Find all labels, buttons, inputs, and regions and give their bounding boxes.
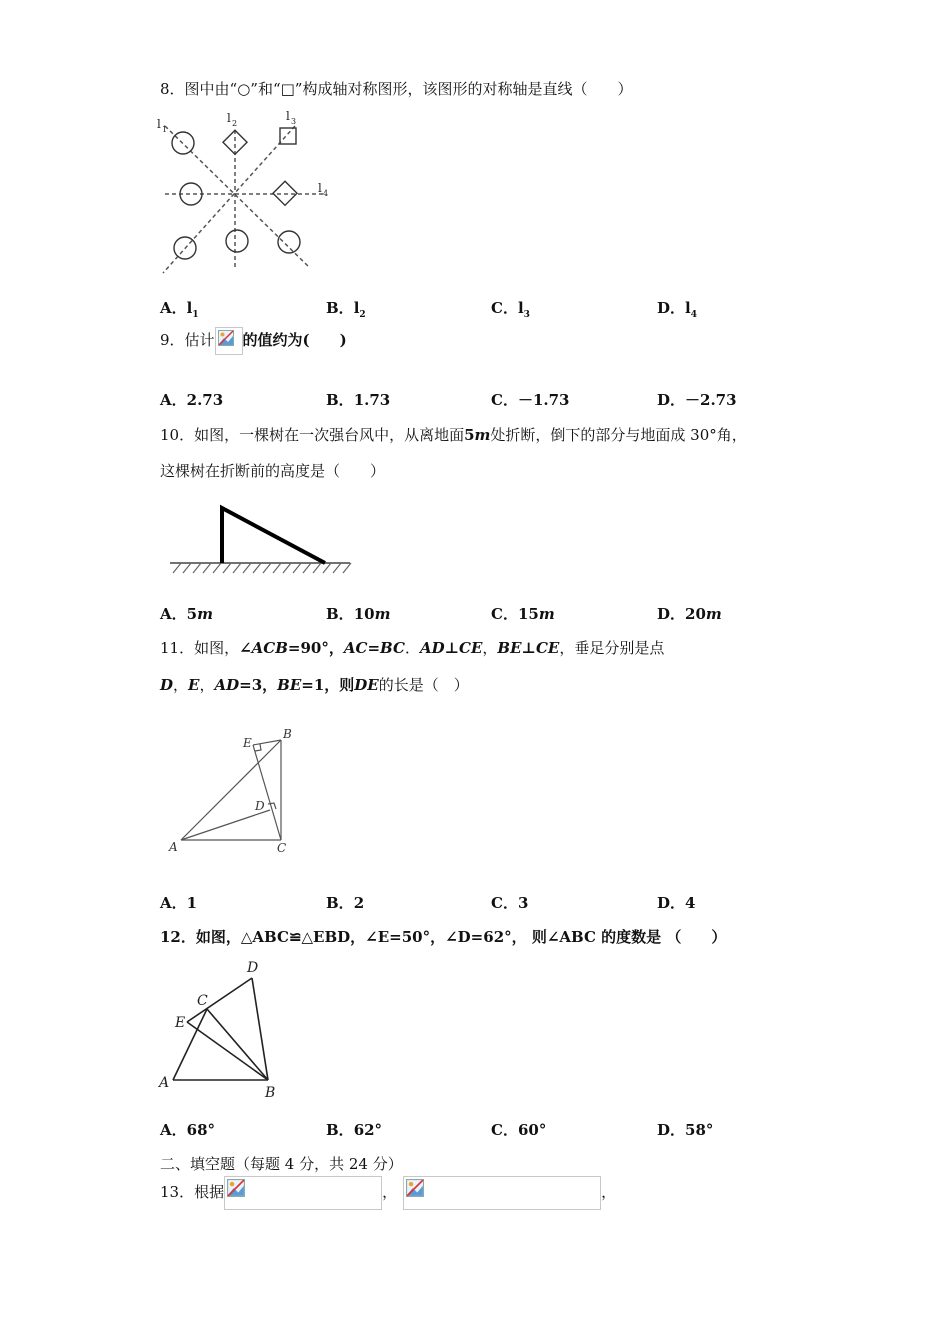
q11-option-d[interactable]: D．4 [657, 894, 696, 912]
q9-option-c[interactable]: C．－1.73 [491, 391, 570, 409]
circle-shape [278, 231, 300, 253]
q10-option-d[interactable]: D．20m [657, 605, 722, 623]
label-e: E [243, 736, 252, 750]
q11-option-a[interactable]: A．1 [160, 894, 198, 912]
q12-option-a[interactable]: A．68° [160, 1121, 216, 1139]
label-d: D [247, 960, 259, 976]
q11-option-c[interactable]: C．3 [491, 894, 529, 912]
square-shape [280, 128, 296, 144]
svg-text:1: 1 [162, 125, 168, 134]
q10-stem-line1: 10．如图，一棵树在一次强台风中，从离地面5m处折断，倒下的部分与地面成 30°角， [160, 426, 747, 444]
side-eb [187, 1022, 268, 1080]
q13-stem: 13．根据 ， ， [160, 1175, 616, 1210]
line-ce [253, 745, 281, 840]
segment-ad [181, 810, 270, 840]
q8-figure [155, 108, 345, 283]
q8-option-d[interactable]: D．$l_4$ [657, 299, 697, 320]
q8-option-b[interactable]: B．$l_2$ [326, 299, 366, 320]
section-title: 二、填空题（每题 4 分，共 24 分） [160, 1155, 403, 1173]
label-l3: l [286, 109, 290, 123]
svg-text:4: 4 [323, 189, 329, 198]
label-a: A [169, 840, 178, 854]
label-e: E [175, 1015, 186, 1031]
label-b: B [265, 1085, 276, 1100]
q12-option-b[interactable]: B．62° [326, 1121, 383, 1139]
svg-text:2: 2 [232, 119, 238, 128]
q9-option-a[interactable]: A．2.73 [160, 391, 224, 409]
label-d: D [255, 799, 265, 813]
q9-option-d[interactable]: D．－2.73 [657, 391, 737, 409]
q12-figure [155, 955, 290, 1100]
q8-stem: 8．图中由“○”和“□”构成轴对称图形，该图形的对称轴是直线（ ） [160, 80, 633, 98]
q11-option-b[interactable]: B．2 [326, 894, 365, 912]
label-b: B [283, 727, 292, 741]
q11-stem-line1: 11．如图，∠ACB=90°，AC=BC．AD⊥CE，BE⊥CE，垂足分别是点 [160, 639, 665, 657]
q8-option-a[interactable]: A．$l_1$ [160, 299, 199, 320]
broken-image-icon [224, 1176, 382, 1210]
q10-option-b[interactable]: B．10m [326, 605, 391, 623]
q12-option-c[interactable]: C．60° [491, 1121, 547, 1139]
label-c: C [197, 993, 208, 1009]
q10-stem-line2: 这棵树在折断前的高度是（ ） [160, 462, 386, 480]
circle-shape [226, 230, 248, 252]
q12-option-d[interactable]: D．58° [657, 1121, 714, 1139]
q8-option-c[interactable]: C．$l_3$ [491, 299, 530, 320]
circle-shape [180, 183, 202, 205]
q10-option-c[interactable]: C．15m [491, 605, 555, 623]
broken-image-icon [403, 1176, 601, 1210]
q9-stem: 9．估计 的值约为( ) [160, 326, 347, 355]
q9-option-b[interactable]: B．1.73 [326, 391, 391, 409]
label-l4: l [318, 181, 322, 195]
label-c: C [277, 841, 287, 855]
label-a: A [159, 1075, 170, 1091]
q11-stem-line2: D，E，AD=3，BE=1，则DE的长是（ ） [160, 676, 469, 694]
label-l2: l [227, 111, 231, 125]
q10-option-a[interactable]: A．5m [160, 605, 213, 623]
q10-figure [165, 500, 355, 580]
q12-stem: 12．如图，△ABC≌△EBD，∠E=50°，∠D=62°， 则∠ABC 的度数是 （ ） [160, 928, 727, 946]
label-l1: l [157, 117, 161, 131]
broken-image-icon [215, 327, 243, 355]
svg-text:3: 3 [291, 117, 297, 126]
q11-figure [165, 725, 305, 860]
broken-tree [222, 508, 325, 563]
